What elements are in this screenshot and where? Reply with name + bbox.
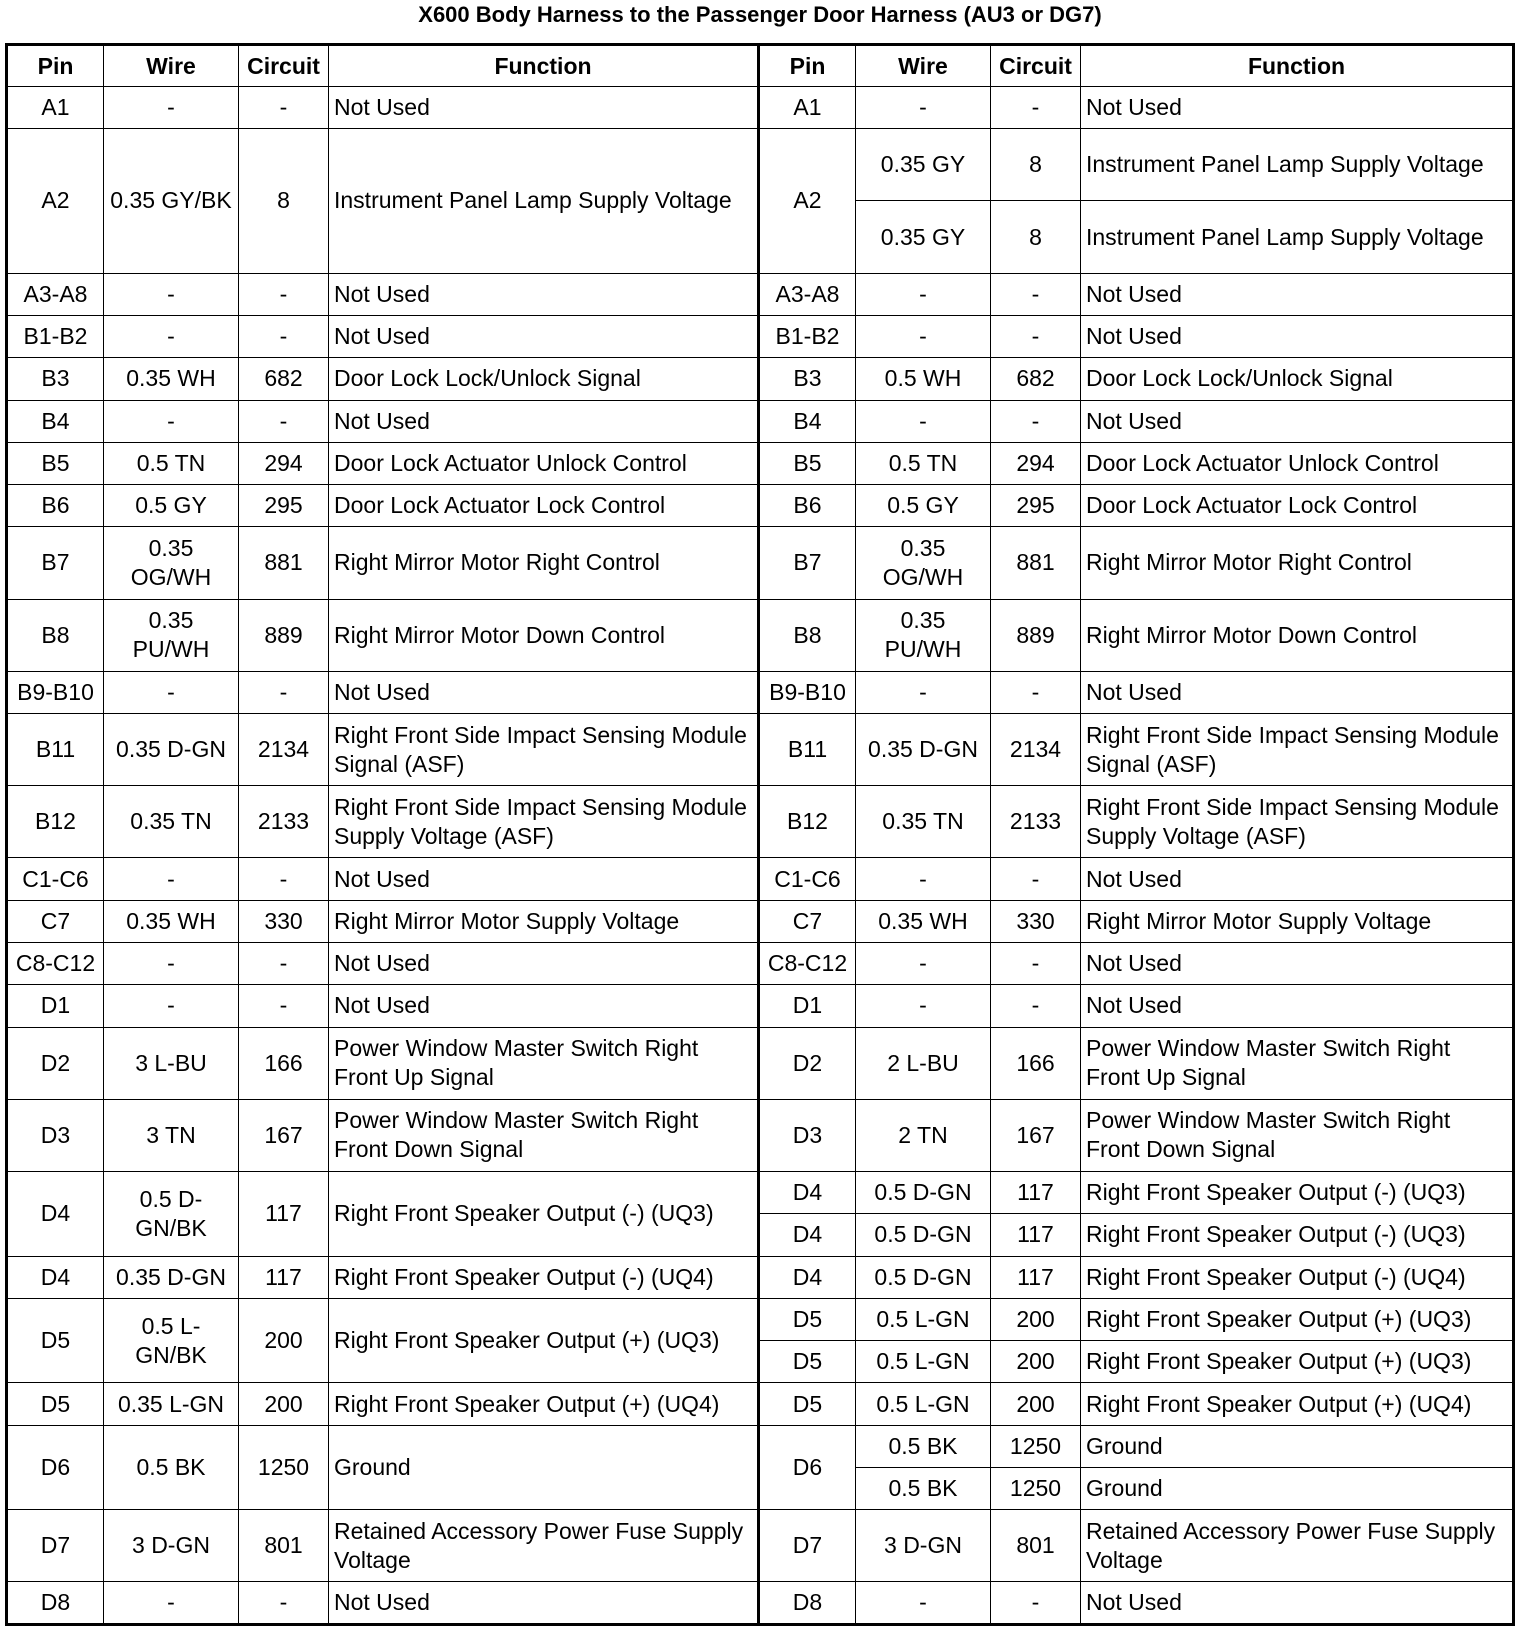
wire-cell: 0.5 TN xyxy=(104,442,239,484)
pin-cell: A3-A8 xyxy=(7,273,104,315)
wire-cell: - xyxy=(856,943,991,985)
function-cell: Not Used xyxy=(329,943,759,985)
function-cell: Power Window Master Switch Right Front Up Signal xyxy=(329,1027,759,1099)
wire-cell: - xyxy=(104,315,239,357)
pin-cell: D5 xyxy=(759,1341,856,1383)
pin-cell: D4 xyxy=(759,1172,856,1214)
function-cell: Not Used xyxy=(329,87,759,129)
circuit-cell: - xyxy=(239,858,329,900)
pin-cell: D3 xyxy=(759,1099,856,1171)
table-row xyxy=(7,1027,1514,1099)
function-cell: Right Front Speaker Output (-) (UQ3) xyxy=(329,1172,759,1257)
function-cell: Not Used xyxy=(1081,1582,1514,1625)
table-row xyxy=(7,315,1514,357)
pin-cell: B7 xyxy=(7,527,104,599)
function-cell: Right Front Speaker Output (-) (UQ3) xyxy=(1081,1214,1514,1256)
function-cell: Right Front Side Impact Sensing Module Supply Voltage (ASF) xyxy=(329,786,759,858)
table-row xyxy=(7,1298,1514,1340)
wire-cell: 0.5 L-GN xyxy=(856,1383,991,1425)
wire-cell: 2 TN xyxy=(856,1099,991,1171)
wire-cell: 0.5 GY xyxy=(104,485,239,527)
pin-cell: A2 xyxy=(759,129,856,273)
wire-cell: - xyxy=(856,671,991,713)
function-cell: Ground xyxy=(1081,1467,1514,1509)
pin-cell: D1 xyxy=(759,985,856,1027)
wire-cell: 0.5 BK xyxy=(856,1425,991,1467)
pin-cell: D7 xyxy=(7,1510,104,1582)
wire-cell: - xyxy=(104,985,239,1027)
table-row xyxy=(7,273,1514,315)
header-pin: Pin xyxy=(759,45,856,87)
function-cell: Not Used xyxy=(329,273,759,315)
circuit-cell: 801 xyxy=(991,1510,1081,1582)
wire-cell: 0.35 TN xyxy=(104,786,239,858)
wire-cell: 0.35 TN xyxy=(856,786,991,858)
pin-cell: A1 xyxy=(7,87,104,129)
circuit-cell: 8 xyxy=(239,129,329,273)
pin-cell: C7 xyxy=(7,900,104,942)
table-row xyxy=(7,1582,1514,1625)
pin-cell: D5 xyxy=(7,1383,104,1425)
wire-cell: - xyxy=(104,400,239,442)
function-cell: Right Front Speaker Output (-) (UQ4) xyxy=(329,1256,759,1298)
wire-cell: - xyxy=(856,858,991,900)
function-cell: Not Used xyxy=(1081,943,1514,985)
header-wire: Wire xyxy=(856,45,991,87)
wire-cell: 0.35 WH xyxy=(856,900,991,942)
wire-cell: - xyxy=(104,273,239,315)
wire-cell: 0.35 PU/WH xyxy=(856,599,991,671)
circuit-cell: 294 xyxy=(991,442,1081,484)
table-row xyxy=(7,985,1514,1027)
function-cell: Not Used xyxy=(1081,400,1514,442)
circuit-cell: 117 xyxy=(239,1256,329,1298)
function-cell: Right Front Side Impact Sensing Module Supply Voltage (ASF) xyxy=(1081,786,1514,858)
circuit-cell: 682 xyxy=(239,358,329,400)
function-cell: Right Mirror Motor Down Control xyxy=(329,599,759,671)
pin-cell: C1-C6 xyxy=(7,858,104,900)
pin-cell: D3 xyxy=(7,1099,104,1171)
pin-cell: D7 xyxy=(759,1510,856,1582)
function-cell: Right Front Speaker Output (+) (UQ3) xyxy=(1081,1341,1514,1383)
pin-cell: A2 xyxy=(7,129,104,273)
pin-cell: C8-C12 xyxy=(7,943,104,985)
circuit-cell: - xyxy=(239,943,329,985)
pin-cell: B9-B10 xyxy=(759,671,856,713)
circuit-cell: - xyxy=(239,273,329,315)
circuit-cell: 294 xyxy=(239,442,329,484)
pin-cell: D4 xyxy=(759,1214,856,1256)
wire-cell: 0.5 L-GN xyxy=(856,1341,991,1383)
function-cell: Instrument Panel Lamp Supply Voltage xyxy=(329,129,759,273)
pin-cell: B5 xyxy=(7,442,104,484)
circuit-cell: 881 xyxy=(991,527,1081,599)
wire-cell: 3 TN xyxy=(104,1099,239,1171)
function-cell: Right Mirror Motor Right Control xyxy=(1081,527,1514,599)
table-row xyxy=(7,1510,1514,1582)
circuit-cell: 2134 xyxy=(991,714,1081,786)
pin-cell: A3-A8 xyxy=(759,273,856,315)
circuit-cell: 117 xyxy=(991,1172,1081,1214)
pin-cell: B12 xyxy=(759,786,856,858)
page-title: X600 Body Harness to the Passenger Door Harness (AU3 or DG7) xyxy=(418,2,1102,27)
circuit-cell: 330 xyxy=(239,900,329,942)
function-cell: Ground xyxy=(329,1425,759,1510)
pin-cell: C1-C6 xyxy=(759,858,856,900)
wire-cell: 0.35 GY xyxy=(856,201,991,273)
wire-cell: 0.35 PU/WH xyxy=(104,599,239,671)
wire-cell: 0.35 D-GN xyxy=(104,1256,239,1298)
circuit-cell: - xyxy=(991,985,1081,1027)
function-cell: Not Used xyxy=(1081,671,1514,713)
wire-cell: 0.5 L-GN/BK xyxy=(104,1298,239,1383)
circuit-cell: 200 xyxy=(991,1383,1081,1425)
circuit-cell: 166 xyxy=(991,1027,1081,1099)
function-cell: Power Window Master Switch Right Front Down Signal xyxy=(1081,1099,1514,1171)
table-row xyxy=(7,1099,1514,1171)
function-cell: Right Front Speaker Output (+) (UQ3) xyxy=(1081,1298,1514,1340)
wire-cell: 0.5 D-GN xyxy=(856,1172,991,1214)
header-row xyxy=(7,45,1514,87)
function-cell: Not Used xyxy=(1081,985,1514,1027)
function-cell: Power Window Master Switch Right Front Down Signal xyxy=(329,1099,759,1171)
pin-cell: B1-B2 xyxy=(759,315,856,357)
wire-cell: 0.5 BK xyxy=(856,1467,991,1509)
circuit-cell: - xyxy=(991,400,1081,442)
circuit-cell: - xyxy=(239,1582,329,1625)
circuit-cell: 801 xyxy=(239,1510,329,1582)
wire-cell: - xyxy=(856,273,991,315)
pin-cell: B6 xyxy=(759,485,856,527)
wire-cell: 3 D-GN xyxy=(856,1510,991,1582)
wire-cell: - xyxy=(856,400,991,442)
table-row xyxy=(7,1256,1514,1298)
pin-cell: D2 xyxy=(7,1027,104,1099)
header-circuit: Circuit xyxy=(239,45,329,87)
header-function: Function xyxy=(1081,45,1514,87)
function-cell: Not Used xyxy=(329,400,759,442)
wire-cell: 0.35 WH xyxy=(104,358,239,400)
pin-cell: A1 xyxy=(759,87,856,129)
wire-cell: 0.5 BK xyxy=(104,1425,239,1510)
pin-cell: B11 xyxy=(7,714,104,786)
circuit-cell: - xyxy=(991,87,1081,129)
circuit-cell: - xyxy=(991,943,1081,985)
circuit-cell: 2133 xyxy=(239,786,329,858)
pin-cell: B6 xyxy=(7,485,104,527)
circuit-cell: 167 xyxy=(239,1099,329,1171)
header-wire: Wire xyxy=(104,45,239,87)
table-row xyxy=(7,129,1514,201)
table-row xyxy=(7,943,1514,985)
circuit-cell: 167 xyxy=(991,1099,1081,1171)
wire-cell: 0.35 OG/WH xyxy=(856,527,991,599)
wire-cell: 0.35 D-GN xyxy=(104,714,239,786)
circuit-cell: - xyxy=(991,315,1081,357)
function-cell: Instrument Panel Lamp Supply Voltage xyxy=(1081,129,1514,201)
circuit-cell: 166 xyxy=(239,1027,329,1099)
pin-cell: B1-B2 xyxy=(7,315,104,357)
circuit-cell: 8 xyxy=(991,129,1081,201)
pin-cell: D6 xyxy=(759,1425,856,1510)
function-cell: Power Window Master Switch Right Front Up Signal xyxy=(1081,1027,1514,1099)
circuit-cell: 2134 xyxy=(239,714,329,786)
wire-cell: 0.35 L-GN xyxy=(104,1383,239,1425)
circuit-cell: - xyxy=(239,671,329,713)
wire-cell: 0.35 GY xyxy=(856,129,991,201)
pin-cell: B3 xyxy=(759,358,856,400)
wire-cell: 3 L-BU xyxy=(104,1027,239,1099)
circuit-cell: 330 xyxy=(991,900,1081,942)
wire-cell: 0.5 D-GN xyxy=(856,1256,991,1298)
pin-cell: B7 xyxy=(759,527,856,599)
pin-cell: D2 xyxy=(759,1027,856,1099)
table-row xyxy=(7,442,1514,484)
function-cell: Instrument Panel Lamp Supply Voltage xyxy=(1081,201,1514,273)
circuit-cell: 1250 xyxy=(239,1425,329,1510)
function-cell: Not Used xyxy=(329,985,759,1027)
pin-cell: C7 xyxy=(759,900,856,942)
pin-cell: C8-C12 xyxy=(759,943,856,985)
circuit-cell: 200 xyxy=(239,1298,329,1383)
circuit-cell: 1250 xyxy=(991,1467,1081,1509)
function-cell: Right Mirror Motor Supply Voltage xyxy=(329,900,759,942)
header-function: Function xyxy=(329,45,759,87)
pin-cell: D1 xyxy=(7,985,104,1027)
wire-cell: 0.5 GY xyxy=(856,485,991,527)
function-cell: Not Used xyxy=(329,1582,759,1625)
circuit-cell: 200 xyxy=(239,1383,329,1425)
circuit-cell: 117 xyxy=(991,1256,1081,1298)
table-row xyxy=(7,1383,1514,1425)
pin-cell: D4 xyxy=(7,1256,104,1298)
function-cell: Right Front Speaker Output (+) (UQ4) xyxy=(329,1383,759,1425)
circuit-cell: 889 xyxy=(239,599,329,671)
function-cell: Door Lock Actuator Unlock Control xyxy=(329,442,759,484)
wire-cell: 0.5 TN xyxy=(856,442,991,484)
wire-cell: 2 L-BU xyxy=(856,1027,991,1099)
function-cell: Door Lock Lock/Unlock Signal xyxy=(329,358,759,400)
table-row xyxy=(7,400,1514,442)
function-cell: Right Mirror Motor Right Control xyxy=(329,527,759,599)
circuit-cell: 200 xyxy=(991,1341,1081,1383)
pin-cell: D5 xyxy=(759,1383,856,1425)
circuit-cell: - xyxy=(239,87,329,129)
function-cell: Right Front Speaker Output (-) (UQ4) xyxy=(1081,1256,1514,1298)
pin-cell: B4 xyxy=(7,400,104,442)
function-cell: Right Front Speaker Output (-) (UQ3) xyxy=(1081,1172,1514,1214)
function-cell: Door Lock Actuator Unlock Control xyxy=(1081,442,1514,484)
pin-cell: B9-B10 xyxy=(7,671,104,713)
table-row xyxy=(7,527,1514,599)
wire-cell: 3 D-GN xyxy=(104,1510,239,1582)
pin-cell: D5 xyxy=(7,1298,104,1383)
wire-cell: - xyxy=(856,985,991,1027)
pin-cell: D8 xyxy=(7,1582,104,1625)
function-cell: Retained Accessory Power Fuse Supply Voltage xyxy=(1081,1510,1514,1582)
wire-cell: 0.35 OG/WH xyxy=(104,527,239,599)
wire-cell: - xyxy=(104,1582,239,1625)
wire-cell: 0.5 WH xyxy=(856,358,991,400)
circuit-cell: 2133 xyxy=(991,786,1081,858)
header-pin: Pin xyxy=(7,45,104,87)
header-circuit: Circuit xyxy=(991,45,1081,87)
pin-cell: B3 xyxy=(7,358,104,400)
function-cell: Right Mirror Motor Supply Voltage xyxy=(1081,900,1514,942)
function-cell: Door Lock Actuator Lock Control xyxy=(329,485,759,527)
circuit-cell: 881 xyxy=(239,527,329,599)
wire-cell: 0.5 L-GN xyxy=(856,1298,991,1340)
wire-cell: 0.35 WH xyxy=(104,900,239,942)
pin-cell: B11 xyxy=(759,714,856,786)
wire-cell: - xyxy=(856,315,991,357)
function-cell: Not Used xyxy=(329,671,759,713)
function-cell: Not Used xyxy=(1081,273,1514,315)
function-cell: Not Used xyxy=(329,315,759,357)
pin-cell: D8 xyxy=(759,1582,856,1625)
table-row xyxy=(7,1425,1514,1467)
pin-cell: B12 xyxy=(7,786,104,858)
wire-cell: 0.5 D-GN xyxy=(856,1214,991,1256)
function-cell: Not Used xyxy=(1081,87,1514,129)
function-cell: Ground xyxy=(1081,1425,1514,1467)
function-cell: Right Front Side Impact Sensing Module Signal (ASF) xyxy=(1081,714,1514,786)
circuit-cell: 295 xyxy=(239,485,329,527)
pin-cell: D6 xyxy=(7,1425,104,1510)
table-row xyxy=(7,671,1514,713)
circuit-cell: 1250 xyxy=(991,1425,1081,1467)
function-cell: Right Front Speaker Output (+) (UQ3) xyxy=(329,1298,759,1383)
function-cell: Right Front Side Impact Sensing Module Signal (ASF) xyxy=(329,714,759,786)
circuit-cell: 889 xyxy=(991,599,1081,671)
table-row xyxy=(7,1172,1514,1214)
wire-cell: - xyxy=(856,1582,991,1625)
table-row xyxy=(7,485,1514,527)
pin-cell: D4 xyxy=(7,1172,104,1257)
circuit-cell: - xyxy=(991,671,1081,713)
circuit-cell: - xyxy=(991,858,1081,900)
pin-cell: D5 xyxy=(759,1298,856,1340)
wire-cell: 0.35 GY/BK xyxy=(104,129,239,273)
circuit-cell: - xyxy=(239,315,329,357)
table-row xyxy=(7,858,1514,900)
pin-cell: B8 xyxy=(7,599,104,671)
circuit-cell: - xyxy=(991,1582,1081,1625)
function-cell: Door Lock Actuator Lock Control xyxy=(1081,485,1514,527)
pin-cell: B4 xyxy=(759,400,856,442)
function-cell: Retained Accessory Power Fuse Supply Voltage xyxy=(329,1510,759,1582)
circuit-cell: 8 xyxy=(991,201,1081,273)
circuit-cell: - xyxy=(239,985,329,1027)
wire-cell: - xyxy=(104,87,239,129)
pin-cell: B5 xyxy=(759,442,856,484)
function-cell: Not Used xyxy=(1081,315,1514,357)
wire-cell: - xyxy=(104,943,239,985)
wire-cell: - xyxy=(856,87,991,129)
table-row xyxy=(7,599,1514,671)
pinout-table xyxy=(5,43,1515,1626)
table-row xyxy=(7,358,1514,400)
function-cell: Not Used xyxy=(329,858,759,900)
circuit-cell: 682 xyxy=(991,358,1081,400)
function-cell: Door Lock Lock/Unlock Signal xyxy=(1081,358,1514,400)
circuit-cell: - xyxy=(991,273,1081,315)
table-row xyxy=(7,786,1514,858)
pin-cell: B8 xyxy=(759,599,856,671)
wire-cell: - xyxy=(104,671,239,713)
table-body xyxy=(7,87,1514,1625)
function-cell: Right Mirror Motor Down Control xyxy=(1081,599,1514,671)
function-cell: Right Front Speaker Output (+) (UQ4) xyxy=(1081,1383,1514,1425)
circuit-cell: 200 xyxy=(991,1298,1081,1340)
wire-cell: 0.35 D-GN xyxy=(856,714,991,786)
circuit-cell: - xyxy=(239,400,329,442)
wire-cell: - xyxy=(104,858,239,900)
wire-cell: 0.5 D-GN/BK xyxy=(104,1172,239,1257)
function-cell: Not Used xyxy=(1081,858,1514,900)
circuit-cell: 295 xyxy=(991,485,1081,527)
circuit-cell: 117 xyxy=(239,1172,329,1257)
pin-cell: D4 xyxy=(759,1256,856,1298)
table-row xyxy=(7,87,1514,129)
table-row xyxy=(7,714,1514,786)
table-row xyxy=(7,900,1514,942)
circuit-cell: 117 xyxy=(991,1214,1081,1256)
